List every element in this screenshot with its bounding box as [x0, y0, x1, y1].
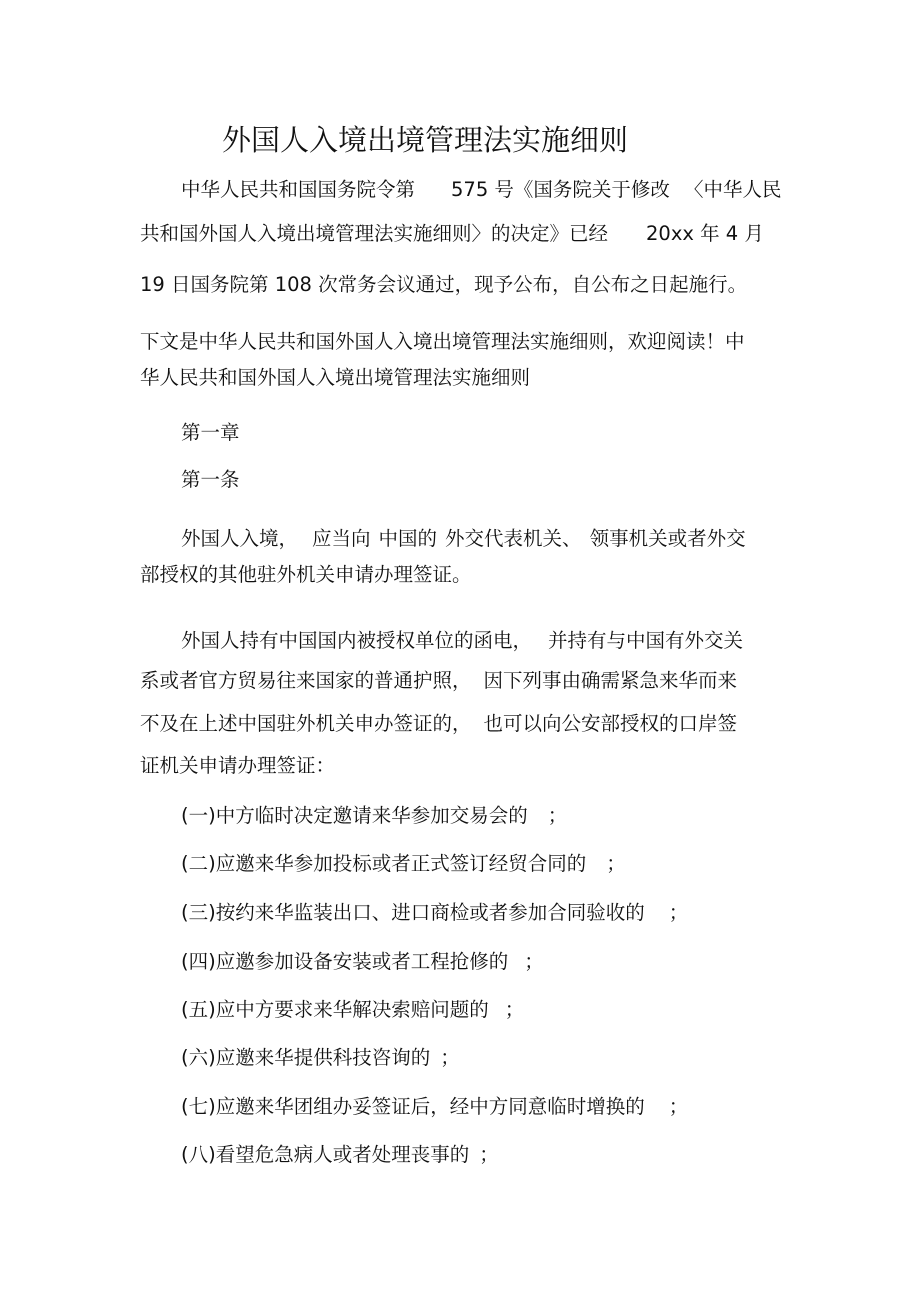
list-item: [181, 804, 567, 828]
list-item-end: ；: [440, 1046, 460, 1069]
para1-line-1-d: 外交代表机关、: [445, 527, 582, 550]
intro-line-1-b: 575 号《国务院关于修改: [451, 178, 670, 201]
chapter-heading: 第一章: [181, 421, 240, 444]
para2-line-1-b: 并持有与中国有外交关: [548, 629, 744, 652]
intro-line-2: [140, 222, 764, 246]
list-item-end: ；: [668, 1095, 689, 1118]
list-item-text: (八)看望危急病人或者处理丧事的: [181, 1143, 470, 1166]
list-item: [181, 998, 524, 1022]
para2-line-3-a: 不及在上述中国驻外机关申办签证的，: [140, 712, 472, 735]
list-item: [181, 1046, 460, 1070]
list-item-text: (七)应邀来华团组办妥签证后，经中方同意临时增换的: [181, 1095, 645, 1118]
article-heading: 第一条: [181, 468, 240, 491]
preface-line-1: 下文是中华人民共和国外国人入境出境管理法实施细则，欢迎阅读！中: [140, 330, 745, 353]
intro-line-2-a: 共和国外国人入境出境管理法实施细则〉的决定》已经: [140, 222, 609, 245]
list-item: [181, 852, 626, 876]
intro-line-2-b: 20xx 年 4 月: [646, 222, 764, 245]
list-item-text: (三)按约来华监装出口、进口商检或者参加合同验收的: [181, 901, 645, 924]
para2-line-2-b: 因下列事由确需紧急来华而来: [483, 669, 738, 692]
list-item-end: ；: [524, 950, 544, 973]
intro-line-1-a: 中华人民共和国国务院令第: [181, 178, 416, 201]
list-item-text: (六)应邀来华提供科技咨询的: [181, 1046, 431, 1069]
para2-line-1: [181, 629, 743, 653]
para2-line-3-b: 也可以向公安部授权的口岸签: [483, 712, 738, 735]
para1-line-1-b: 应当向: [312, 527, 371, 550]
para2-line-1-a: 外国人持有中国国内被授权单位的函电，: [181, 629, 533, 652]
list-item-end: ；: [668, 901, 689, 924]
list-item-end: ；: [479, 1143, 499, 1166]
para2-line-2-a: 系或者官方贸易往来国家的普通护照，: [140, 669, 472, 692]
document-title: 外国人入境出境管理法实施细则: [222, 123, 629, 157]
list-item-text: (一)中方临时决定邀请来华参加交易会的: [181, 804, 528, 827]
para2-line-3: [140, 712, 737, 736]
list-item: [181, 1095, 688, 1119]
preface-line-2: 华人民共和国外国人入境出境管理法实施细则: [140, 366, 531, 389]
intro-line-3: 19 日国务院第 108 次常务会议通过，现予公布，自公布之日起施行。: [140, 273, 748, 296]
para1-line-2: 部授权的其他驻外机关申请办理签证。: [140, 563, 472, 586]
list-item: [181, 901, 688, 925]
para1-line-1-c: 中国的: [378, 527, 438, 550]
list-item-end: ；: [504, 998, 525, 1021]
list-item: [181, 1143, 499, 1167]
list-item-end: ；: [547, 804, 568, 827]
list-item-end: ；: [606, 852, 626, 875]
para2-line-4: 证机关申请办理签证：: [140, 754, 336, 777]
intro-line-1: [181, 178, 781, 202]
para2-line-2: [140, 669, 737, 693]
para1-line-1-e: 领事机关或者外交: [589, 527, 746, 550]
list-item-text: (四)应邀参加设备安装或者工程抢修的: [181, 950, 509, 973]
intro-line-1-c: 〈中华人民: [683, 178, 782, 201]
list-item: [181, 950, 544, 974]
list-item-text: (五)应中方要求来华解决索赔问题的: [181, 998, 489, 1021]
para1-line-1-a: 外国人入境，: [181, 527, 299, 550]
para1-line-1: [181, 527, 746, 551]
list-item-text: (二)应邀来华参加投标或者正式签订经贸合同的: [181, 852, 587, 875]
